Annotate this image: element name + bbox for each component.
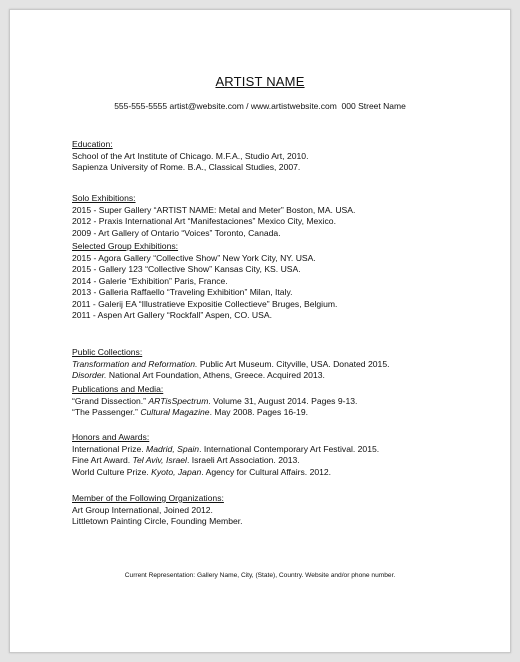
section-entry bbox=[72, 516, 492, 528]
entry-text: 2011 - Aspen Art Gallery “Rockfall” Aspen, CO. USA. bbox=[72, 310, 272, 320]
section-heading: Publications and Media: bbox=[72, 384, 164, 394]
italic-text: Cultural Magazine bbox=[140, 407, 210, 417]
entry-text: “The Passenger.” bbox=[72, 407, 141, 417]
section-entry bbox=[72, 228, 492, 240]
italic-text: ARTisSpectrum bbox=[148, 395, 209, 406]
entry-text: World Culture Prize. bbox=[72, 466, 152, 477]
section-heading: Public Collections: bbox=[72, 347, 143, 357]
entry-text: 2014 - Galerie “Exhibition” Paris, France. bbox=[72, 275, 228, 286]
contact-line: 555-555-5555 artist@website.com / www.artistwebsite.com 000 Street Name bbox=[114, 101, 406, 111]
italic-text: Kyoto, Japan bbox=[151, 466, 202, 477]
entry-text: Sapienza University of Rome. B.A., Classical Studies, 2007. bbox=[72, 162, 301, 172]
entry-text: “Grand Dissection.” bbox=[72, 395, 149, 406]
italic-text: Transformation and Reformation. bbox=[72, 358, 198, 369]
entry-text: 2009 - Art Gallery of Ontario “Voices” Toronto, Canada. bbox=[72, 227, 281, 238]
section-entry bbox=[72, 205, 492, 217]
section-entry bbox=[72, 407, 492, 419]
section-entry bbox=[72, 396, 492, 408]
italic-text: Tel Aviv, Israel bbox=[132, 455, 187, 465]
entry-text: . Volume 31, August 2014. Pages 9-13. bbox=[208, 395, 358, 406]
section-entry bbox=[72, 370, 492, 382]
resume-page bbox=[9, 9, 511, 653]
entry-text: 2013 - Galleria Raffaello “Traveling Exhibition” Milan, Italy. bbox=[72, 287, 293, 297]
entry-text: National Art Foundation, Athens, Greece. Acquired 2013. bbox=[106, 370, 325, 380]
section-public-collections bbox=[72, 347, 492, 382]
section-group-exhibitions bbox=[72, 241, 492, 322]
artist-name-heading: ARTIST NAME bbox=[215, 74, 305, 89]
section-entry bbox=[72, 151, 492, 163]
section-organizations bbox=[72, 493, 492, 528]
entry-text: . Agency for Cultural Affairs. 2012. bbox=[201, 466, 332, 477]
section-entry bbox=[72, 287, 492, 299]
section-entry bbox=[72, 162, 492, 174]
section-entry bbox=[72, 310, 492, 322]
entry-text: . International Contemporary Art Festival. 2015. bbox=[199, 443, 380, 454]
section-heading: Solo Exhibitions: bbox=[72, 193, 136, 203]
entry-text: 2011 - Galerij EA “Illustratieve Expositie Collectieve” Bruges, Belgium. bbox=[72, 298, 338, 309]
section-publications-media bbox=[72, 384, 492, 419]
section-education bbox=[72, 139, 492, 174]
section-entry bbox=[72, 455, 492, 467]
section-entry bbox=[72, 505, 492, 517]
entry-text: 2015 - Agora Gallery “Collective Show” New York City, NY. USA. bbox=[72, 252, 316, 263]
section-entry bbox=[72, 467, 492, 479]
section-solo-exhibitions bbox=[72, 193, 492, 239]
section-entry bbox=[72, 216, 492, 228]
entry-text: Public Art Museum. Cityville, USA. Donated 2015. bbox=[197, 358, 390, 369]
entry-text: 2015 - Gallery 123 “Collective Show” Kansas City, KS. USA. bbox=[72, 264, 301, 274]
italic-text: Madrid, Spain bbox=[146, 443, 200, 454]
entry-text: 2015 - Super Gallery “ARTIST NAME: Metal and Meter” Boston, MA. USA. bbox=[72, 204, 356, 215]
section-entry bbox=[72, 276, 492, 288]
section-heading: Selected Group Exhibitions: bbox=[72, 241, 179, 251]
entry-text: International Prize. bbox=[72, 443, 147, 454]
entry-text: . May 2008. Pages 16-19. bbox=[209, 407, 308, 417]
section-entry bbox=[72, 444, 492, 456]
section-heading: Honors and Awards: bbox=[72, 432, 150, 442]
entry-text: Littletown Painting Circle, Founding Member. bbox=[72, 516, 243, 526]
section-entry bbox=[72, 264, 492, 276]
section-entry bbox=[72, 359, 492, 371]
entry-text: 2012 - Praxis International Art “Manifestaciones” Mexico City, Mexico. bbox=[72, 216, 336, 226]
section-entry bbox=[72, 253, 492, 265]
entry-text: Fine Art Award. bbox=[72, 455, 133, 465]
section-heading: Member of the Following Organizations: bbox=[72, 493, 224, 503]
section-heading: Education: bbox=[72, 139, 113, 149]
entry-text: School of the Art Institute of Chicago. M.F.A., Studio Art, 2010. bbox=[72, 150, 309, 161]
entry-text: Art Group International, Joined 2012. bbox=[72, 504, 213, 515]
italic-text: Disorder. bbox=[72, 370, 107, 380]
section-entry bbox=[72, 299, 492, 311]
section-honors-awards bbox=[72, 432, 492, 478]
entry-text: . Israeli Art Association. 2013. bbox=[186, 455, 300, 465]
current-representation-footer: Current Representation: Gallery Name, City, (State), Country. Website and/or phone number. bbox=[124, 572, 396, 579]
